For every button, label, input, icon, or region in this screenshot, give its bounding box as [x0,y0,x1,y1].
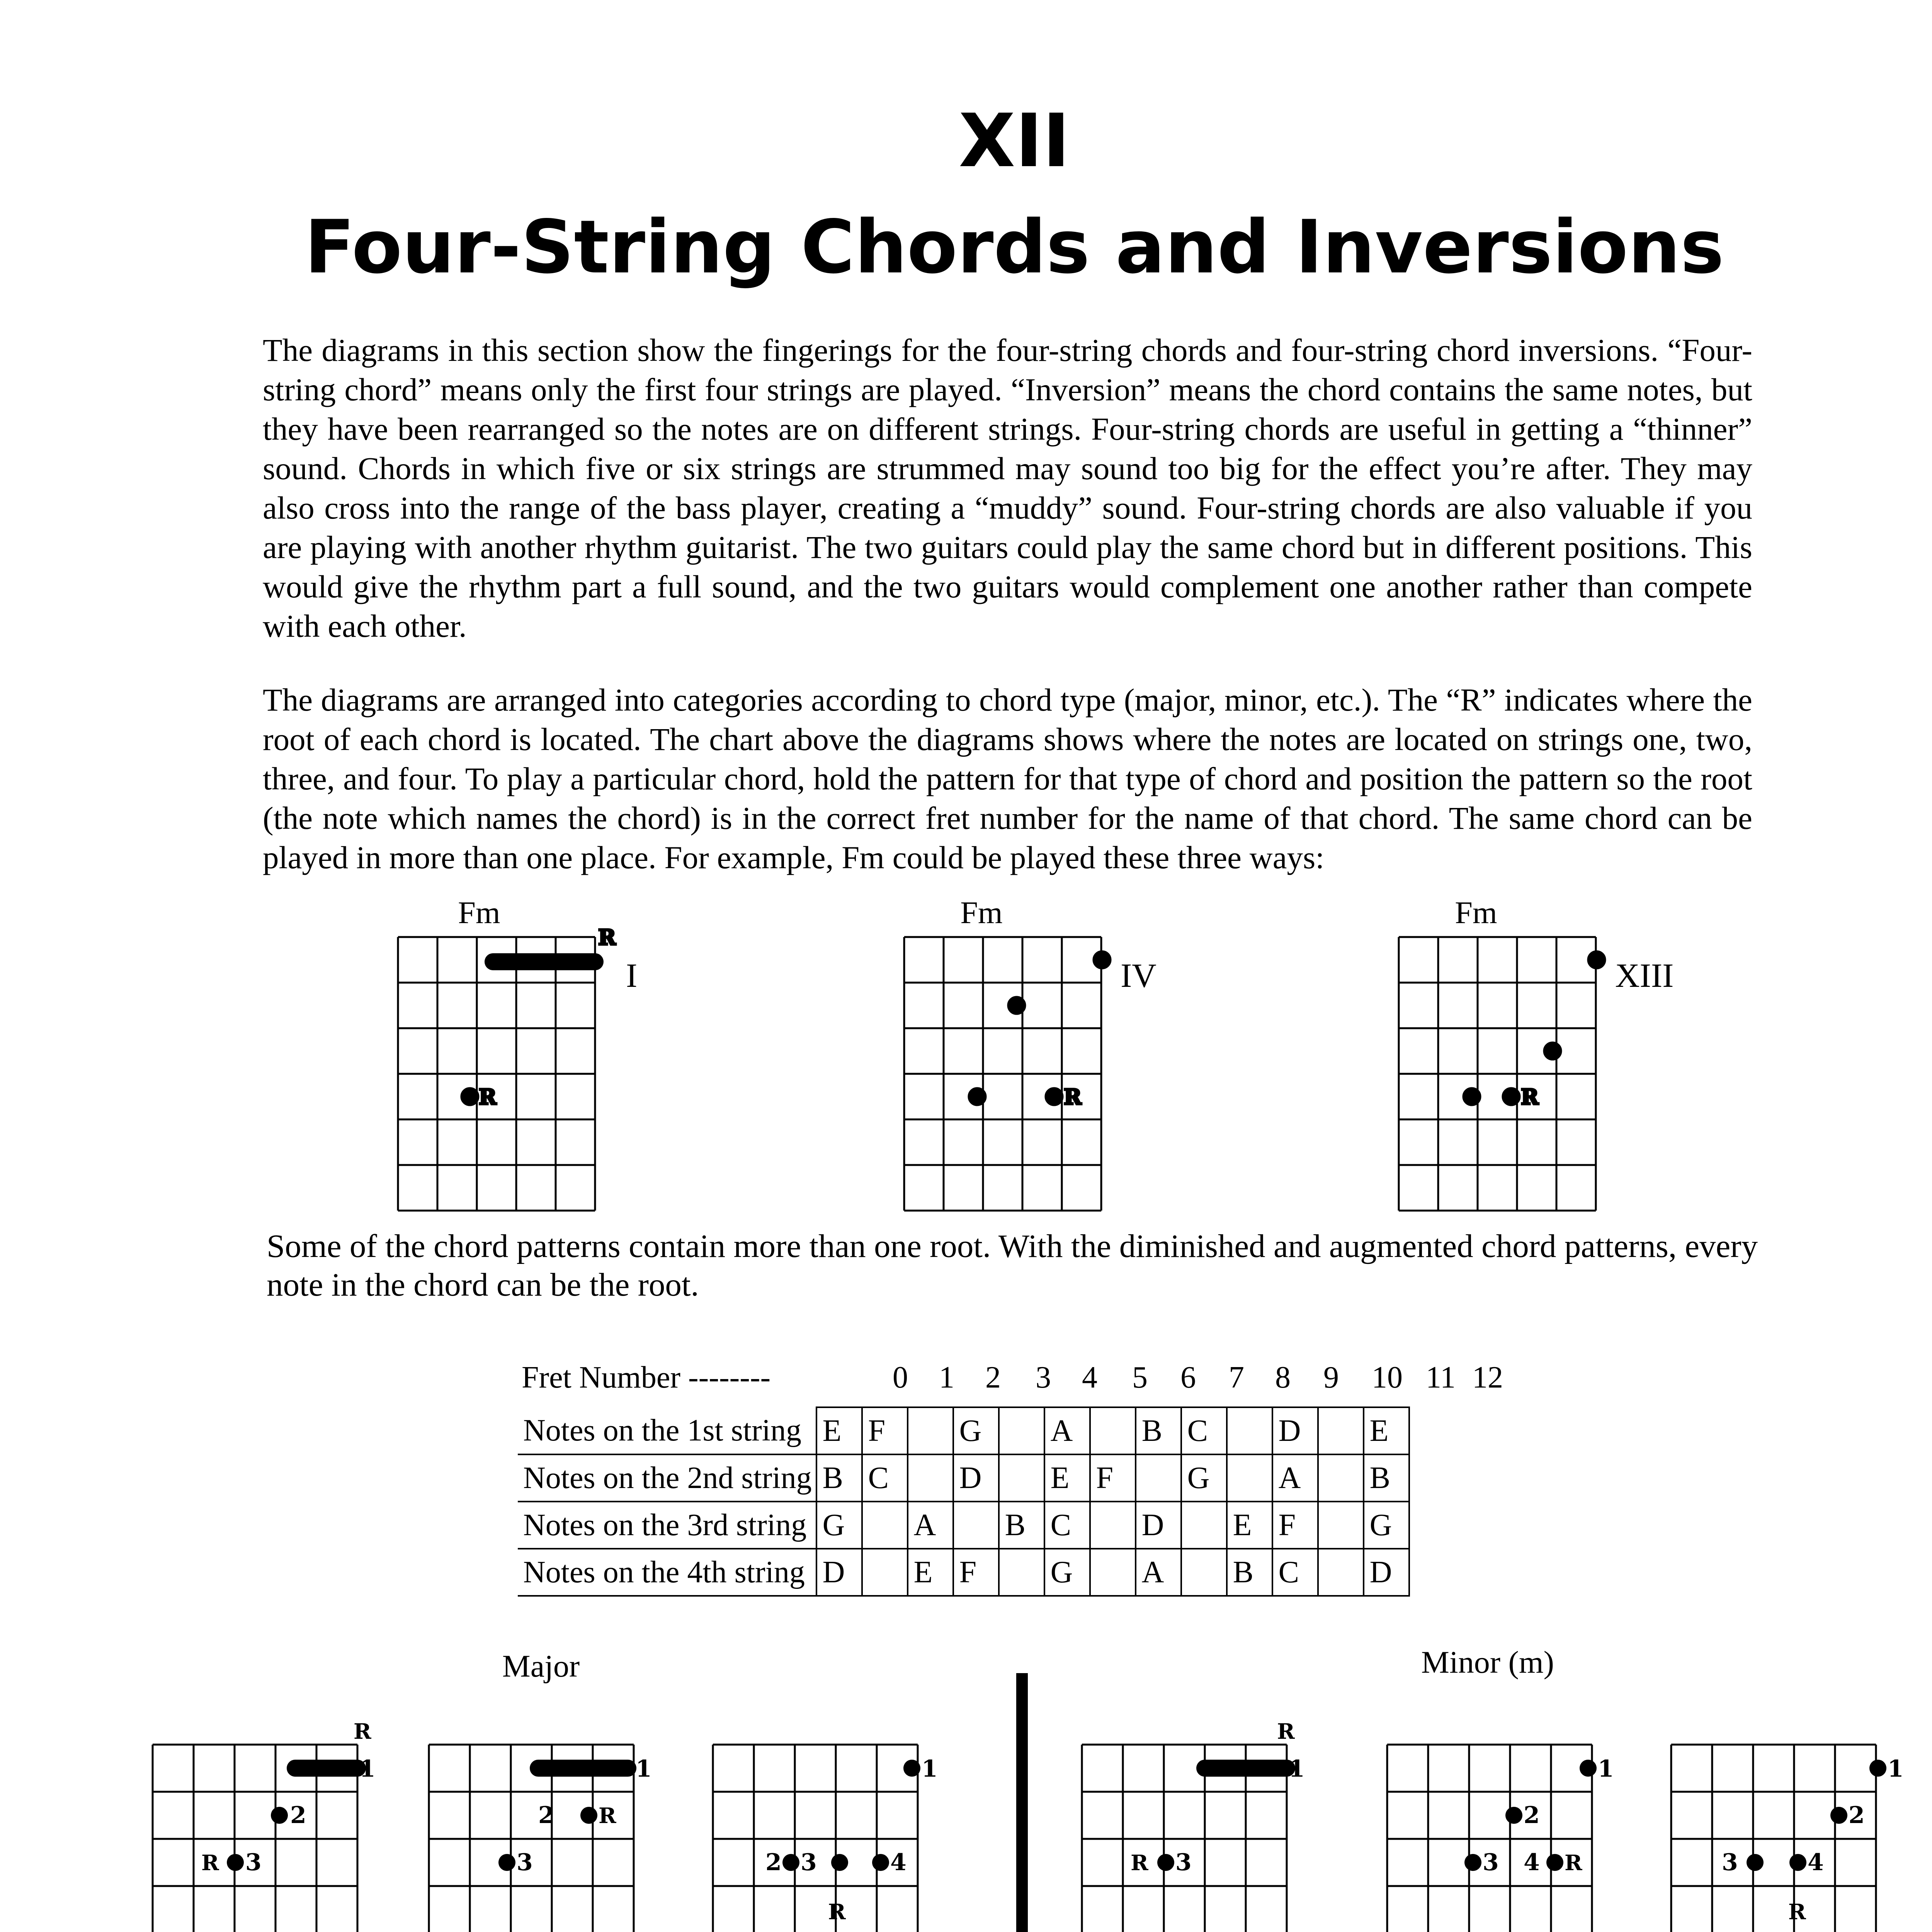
fm-example-1-label: Fm [458,895,500,930]
finger-number: 4 [1524,1849,1540,1876]
note-cell: E [908,1549,953,1596]
note-cell: E [816,1407,862,1454]
fret-number: 9 [1323,1361,1339,1395]
root-marker: R [599,1803,616,1828]
note-cell: A [1044,1407,1090,1454]
root-marker: R [1064,1084,1082,1109]
note-cell: B [816,1454,862,1502]
note-cell: D [1272,1407,1318,1454]
string-label: Notes on the 3rd string [518,1502,816,1549]
finger-number: 2 [1524,1802,1540,1829]
fret-number-label: Fret Number -------- [522,1361,771,1395]
note-cell: G [816,1502,862,1549]
section-major-label: Major [502,1648,580,1684]
fm-example-3-position: XIII [1615,957,1674,995]
finger-dot [831,1854,848,1871]
section-minor-label: Minor (m) [1421,1645,1554,1680]
finger-dot [580,1807,597,1824]
roots-caption: Some of the chord patterns contain more than one root. With the diminished and augmented chord patterns, every note in the chord can be the root. [267,1228,1758,1303]
root-marker: R [1521,1084,1539,1109]
finger-number: 1 [1289,1755,1305,1782]
chapter-number: XII [959,98,1070,184]
finger-number: 1 [1888,1755,1904,1782]
note-cell: G [1364,1502,1409,1549]
fm-example-3-label: Fm [1455,895,1497,930]
note-cell: B [1136,1407,1181,1454]
fm-example-2-label: Fm [960,895,1003,930]
finger-number: 1 [1598,1755,1614,1782]
fret-number: 3 [1036,1361,1051,1395]
root-marker: R [479,1084,497,1109]
note-cell: B [1364,1454,1409,1502]
fret-number: 0 [893,1361,908,1395]
intro-text: The diagrams in this section show the fingerings for the four-string chords and four-string chord inversions. “Four-string chord” means only the first four strings are played. “Inversion” means the chord contains the same notes, but they have been rearranged so the notes are on different strings. Four-string chords are useful in getting a “thinner” sound. Chords in which five or six strings are strummed may sound too big for the effect you’re after. They may also cross into the range of the bass player, creating a “muddy” sound. Four-string chords are also valuable if you are playing with another rhythm guitarist. The two guitars could play the same chord but in different positions. This would give the rhythm part a full sound, and the two guitars would complement one another rather than compete with each other. [263,332,1752,644]
finger-dot [1789,1854,1806,1871]
fm-example-1-position: I [626,957,638,995]
root-marker: R [1565,1850,1582,1875]
note-cell: G [1044,1549,1090,1596]
finger-number: 2 [1849,1802,1865,1829]
finger-number: 3 [1483,1849,1499,1876]
finger-dot [1505,1807,1522,1824]
fret-number: 10 [1372,1361,1403,1395]
finger-dot [1464,1854,1481,1871]
finger-number: 3 [245,1849,262,1876]
finger-number: 2 [765,1849,782,1876]
second-text: The diagrams are arranged into categories according to chord type (major, minor, etc.). The “R” indicates where the root of each chord is located. The chart above the diagrams shows where the notes are located on strings one, two, three, and four. To play a particular chord, hold the pattern for that type of chord and position the pattern so the root (the note which names the chord) is in the correct fret number for the name of that chord. The same chord can be played in more than one place. For example, Fm could be played these three ways: [263,682,1752,875]
fret-number: 4 [1082,1361,1097,1395]
root-marker: R [1131,1850,1148,1875]
finger-dot [903,1760,920,1777]
note-cell: A [1136,1549,1181,1596]
string-label: Notes on the 1st string [518,1407,816,1454]
fret-number: 12 [1472,1361,1503,1395]
finger-number: 2 [538,1802,554,1829]
root-marker: R [1277,1719,1295,1744]
note-cell: B [999,1502,1044,1549]
finger-dot [1157,1854,1174,1871]
note-cell: E [1044,1454,1090,1502]
finger-dot [1830,1807,1847,1824]
note-cell: D [953,1454,999,1502]
finger-dot [872,1854,889,1871]
finger-number: 4 [890,1849,906,1876]
note-cell: D [816,1549,862,1596]
note-cell: B [1227,1549,1272,1596]
finger-number: 1 [636,1755,652,1782]
note-cell: G [953,1407,999,1454]
note-cell: A [908,1502,953,1549]
fret-number: 8 [1275,1361,1291,1395]
finger-dot [271,1807,288,1824]
note-cell: F [1090,1454,1136,1502]
root-marker: R [354,1719,371,1744]
finger-dot [782,1854,799,1871]
note-cell: C [862,1454,908,1502]
note-cell: A [1272,1454,1318,1502]
note-cell: G [1181,1454,1227,1502]
note-cell: C [1181,1407,1227,1454]
finger-dot [1546,1854,1563,1871]
finger-number: 4 [1808,1849,1824,1876]
finger-dot [227,1854,244,1871]
root-marker: R [1788,1899,1806,1924]
fret-number: 11 [1426,1361,1456,1395]
finger-dot [1580,1760,1597,1777]
finger-number: 3 [1722,1849,1738,1876]
finger-number: 3 [517,1849,533,1876]
finger-number: 3 [801,1849,817,1876]
finger-number: 2 [290,1802,306,1829]
note-cell: D [1364,1549,1409,1596]
note-cell: E [1364,1407,1409,1454]
fret-number: 5 [1132,1361,1148,1395]
note-cell: C [1044,1502,1090,1549]
string-label: Notes on the 4th string [518,1549,816,1596]
page-title: Four-String Chords and Inversions [304,204,1724,290]
finger-dot [1869,1760,1886,1777]
note-cell: F [953,1549,999,1596]
note-cell: F [1272,1502,1318,1549]
finger-dot [1747,1854,1764,1871]
root-marker: R [828,1899,846,1924]
fret-number: 2 [985,1361,1001,1395]
finger-dot [498,1854,515,1871]
fret-number: 7 [1229,1361,1244,1395]
note-cell: D [1136,1502,1181,1549]
finger-number: 1 [922,1755,938,1782]
fm-example-2-position: IV [1121,957,1156,995]
note-cell: F [862,1407,908,1454]
string-label: Notes on the 2nd string [518,1454,816,1502]
fret-number: 6 [1180,1361,1196,1395]
finger-number: 3 [1175,1849,1192,1876]
note-cell: C [1272,1549,1318,1596]
note-cell: E [1227,1502,1272,1549]
finger-number: 1 [359,1755,376,1782]
root-marker: R [598,925,616,950]
root-marker: R [201,1850,219,1875]
fret-number: 1 [939,1361,954,1395]
